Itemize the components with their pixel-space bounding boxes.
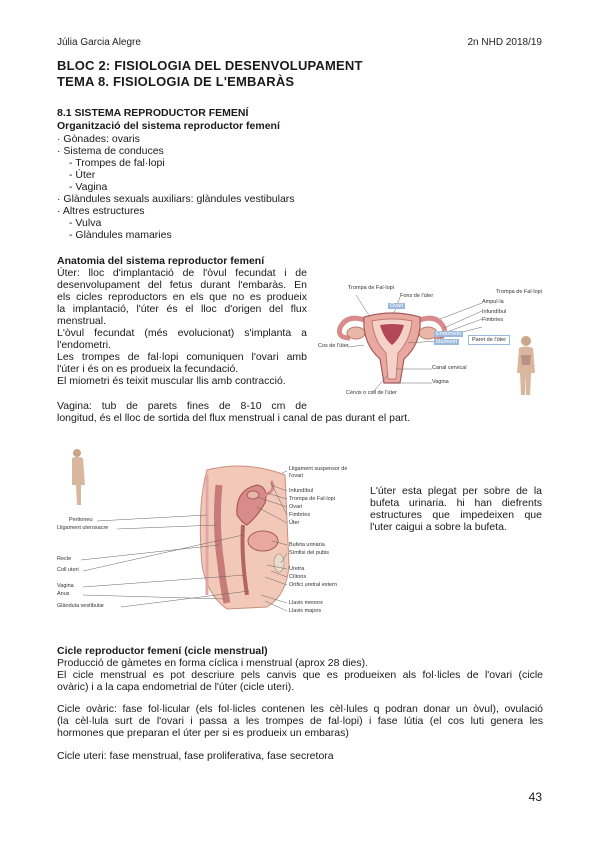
list-item: - Vagina	[69, 181, 108, 193]
fig1-label: Fons de l'úter	[400, 293, 434, 299]
fig2-label: Recte	[57, 556, 72, 562]
list-item: - Vulva	[69, 217, 102, 229]
fig2-label: Bufeta urinària	[289, 542, 325, 548]
fig1-label: Cèrvix o coll de l'úter	[346, 390, 397, 396]
text-line: Úter: lloc d'implantació de l'òvul fecundat i de	[57, 267, 307, 279]
fig2-label: Infundíbul	[289, 488, 314, 494]
text-line: Les trompes de fal·lopi comuniquen l'ovari amb	[57, 351, 307, 363]
fig1-label: Ovari	[390, 303, 404, 309]
page-number: 43	[528, 790, 542, 804]
fig2-label: l'ovari	[289, 473, 304, 479]
text-line: desenvolupament del fetus durant l'embaràs. En	[57, 279, 307, 291]
text-line: l'endometri.	[57, 339, 111, 351]
list-item: · Gònades: ovaris	[57, 133, 140, 145]
text-line: L'úter esta plegat per sobre de la	[370, 485, 542, 497]
course-label: 2n NHD 2018/19	[467, 37, 542, 48]
fig1-label: Vagina	[432, 379, 449, 385]
list-item: · Altres estructures	[57, 205, 145, 217]
list-item: · Sistema de conduces	[57, 145, 164, 157]
fig2-label: Glàndula vestibular	[57, 603, 105, 609]
text-line: estructures que impedeixen que	[370, 509, 542, 521]
fig2-label: Trompa de Fal·lopi	[289, 496, 335, 502]
cicle-p1: Producció de gàmetes en forma cíclica i menstrual (aprox 28 dies).	[57, 657, 369, 669]
cicle-p4: Cicle uteri: fase menstrual, fase proliferativa, fase secretora	[57, 750, 334, 762]
fig2-label: Vagina	[57, 583, 74, 589]
fig2-label: Clítoris	[289, 574, 307, 580]
fig1-label: Fimbries	[482, 317, 504, 323]
fig2-label: Símfisi del pubis	[289, 550, 330, 556]
tema-title: TEMA 8. FISIOLOGIA DE L'EMBARÀS	[57, 74, 295, 89]
vagina-text-line2: longitud, és el lloc de sortida del flux menstrual i canal de pas durant el part.	[57, 412, 411, 424]
anatomia-heading: Anatomia del sistema reproductor femení	[57, 255, 265, 267]
fig1-label: Trompa de Fal·lopi	[496, 289, 542, 295]
fig1-label: Trompa de Fal·lopi	[348, 285, 394, 291]
list-item: - Trompes de fal·lopi	[69, 157, 165, 169]
cicle-p3-line3: hormones que preparan el úter per si es produeix un embaras)	[57, 727, 349, 739]
author-name: Júlia Garcia Alegre	[57, 37, 141, 48]
cicle-p2-line2: ovàric) i a la capa endometrial de l'úter (cicle uteri).	[57, 681, 295, 693]
text-line: l'uter caigui a sobre la bufeta.	[370, 521, 507, 533]
fig1-label: Infundíbul	[482, 309, 507, 315]
bloc-title: BLOC 2: FISIOLOGIA DEL DESENVOLUPAMENT	[57, 58, 363, 73]
uterus-frontal-figure	[312, 283, 552, 398]
fig2-label: Llavis menors	[289, 600, 323, 606]
section-subheading: Organització del sistema reproductor femení	[57, 120, 280, 132]
fig1-label: Ampul·la	[482, 299, 504, 305]
sagittal-section-figure	[57, 445, 367, 617]
cicle-p3-line2: (la cèl·lula surt de l'ovari i passa a les trompes de fal·lopi) i fase lútia (el cos luti genera les	[57, 715, 543, 727]
section-heading: 8.1 SISTEMA REPRODUCTOR FEMENÍ	[57, 107, 249, 119]
list-item: · Glàndules sexuals auxiliars: glàndules vestibulars	[57, 193, 295, 205]
fig1-label: Cos de l'úter	[318, 343, 349, 349]
fig2-label: Anus	[57, 591, 70, 597]
fig2-label: Uretra	[289, 566, 305, 572]
list-item: - Glàndules mamaries	[69, 229, 172, 241]
text-line: menstrual.	[57, 315, 107, 327]
vagina-text-line1: Vagina: tub de parets fines de 8-10 cm de	[57, 400, 307, 412]
fig2-label: Fimbries	[289, 512, 311, 518]
uter-note	[370, 485, 542, 533]
text-line: la implantació, l'úter és el lloc d'origen del flux	[57, 303, 307, 315]
fig2-label: Coll uteri	[57, 567, 79, 573]
fig2-label: Orifici uretral extern	[289, 582, 337, 588]
text-line: bufeta urinaria. hi han diefrents	[370, 497, 542, 509]
text-line: L'òvul fecundat (més evolucionat) s'implanta a	[57, 327, 307, 339]
fig2-label: Peritoneu	[69, 517, 93, 523]
fig2-label: Ovari	[289, 504, 303, 510]
list-item: - Úter	[69, 169, 96, 181]
cicle-p3-line1: Cicle ovàric: fase fol·licular (els fol·licles contenen les cèl·lules q podran donar un òvul), ovulació	[57, 703, 543, 715]
fig2-label: Úter	[289, 520, 300, 526]
fig1-label: Miometri	[436, 339, 458, 345]
fig2-label: Llavis majors	[289, 608, 322, 614]
fig2-label: Lligament suspensor de	[289, 466, 348, 472]
fig2-label: Lligament uterosacre	[57, 525, 109, 531]
text-line: els cicles reproductors en els que no es produeix	[57, 291, 307, 303]
fig1-label: Endometri	[436, 331, 462, 337]
cicle-p2-line1: El cicle menstrual es pot descriure pels canvis que es produeixen als fol·licles de l'ovari (cicle	[57, 669, 543, 681]
text-line: l'úter i és on es produeix la fecundació.	[57, 363, 239, 375]
cicle-heading: Cicle reproductor femení (cicle menstrual)	[57, 645, 268, 657]
anatomia-text	[57, 267, 307, 387]
organization-list	[57, 133, 295, 241]
text-line: El miometri és teixit muscular llis amb contracció.	[57, 375, 286, 387]
fig1-label: Paret de l'úter	[468, 335, 510, 345]
fig1-label: Canal cervical	[432, 365, 467, 371]
